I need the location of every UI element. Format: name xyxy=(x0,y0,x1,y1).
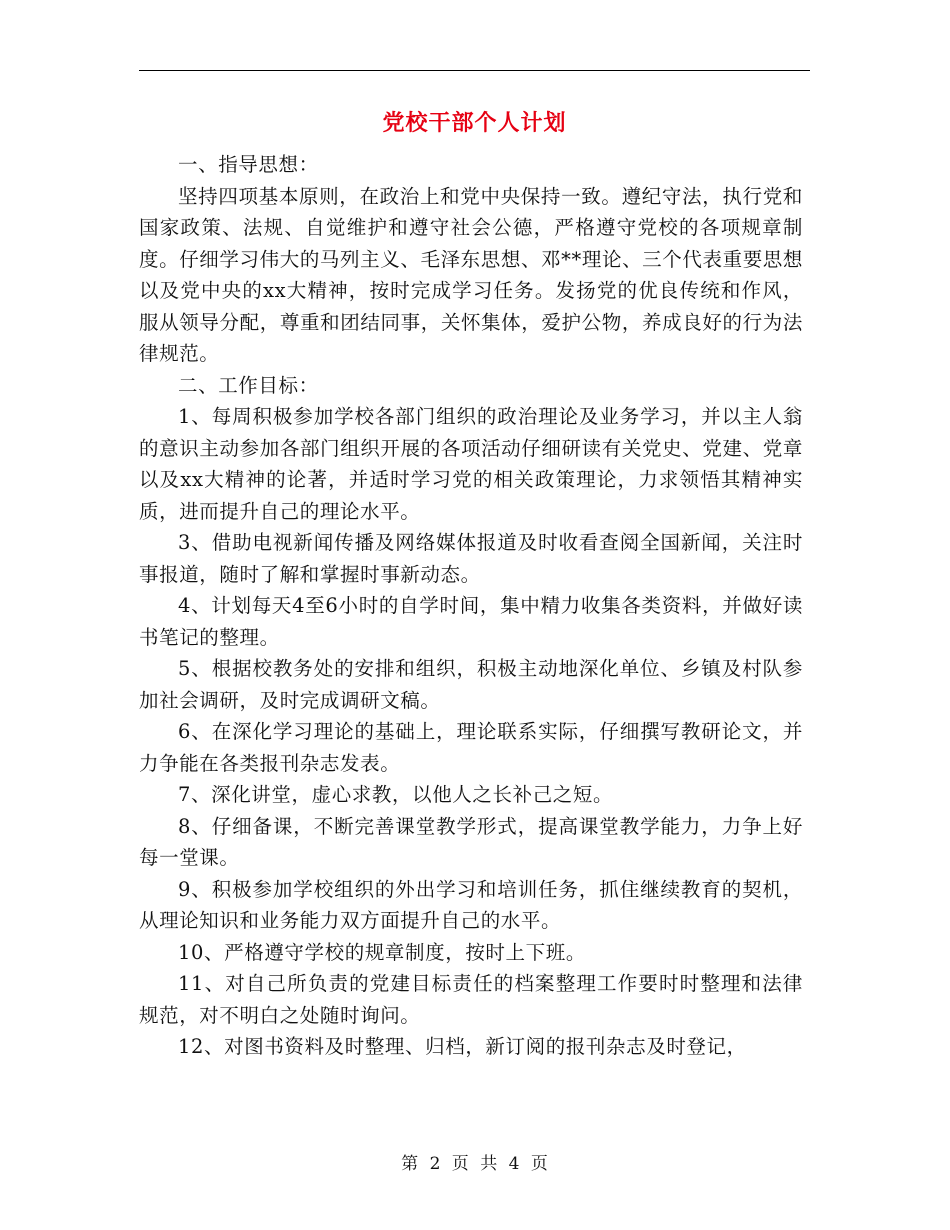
paragraph: 坚持四项基本原则，在政治上和党中央保持一致。遵纪守法，执行党和国家政策、法规、自觉维护和遵守社会公德，严格遵守党校的各项规章制度。仔细学习伟大的马列主义、毛泽东思想、邓**理论、三个代表重要思想以及党中央的xx大精神，按时完成学习任务。发扬党的优良传统和作风，服从领导分配，尊重和团结同事，关怀集体，爱护公物，养成良好的行为法律规范。 xyxy=(139,184,803,365)
list-item: 3、借助电视新闻传播及网络媒体报道及时收看查阅全国新闻，关注时事报道，随时了解和掌握时事新动态。 xyxy=(139,531,803,586)
page-number: 第 2 页 共 4 页 xyxy=(401,1154,549,1174)
list-item: 9、积极参加学校组织的外出学习和培训任务，抓住继续教育的契机，从理论知识和业务能力双方面提升自己的水平。 xyxy=(139,877,803,932)
header-rule xyxy=(139,70,810,71)
document-title: 党校干部个人计划 xyxy=(382,111,567,136)
section-heading-work-goals: 二、工作目标： xyxy=(178,373,319,397)
list-item: 1、每周积极参加学校各部门组织的政治理论及业务学习，并以主人翁的意识主动参加各部门组织开展的各项活动仔细研读有关党史、党建、党章以及xx大精神的论著，并适时学习党的相关政策理论，力求领悟其精神实质，进而提升自己的理论水平。 xyxy=(139,405,803,523)
list-item: 6、在深化学习理论的基础上，理论联系实际，仔细撰写教研论文，并力争能在各类报刊杂志发表。 xyxy=(139,720,803,775)
list-item: 11、对自己所负责的党建目标责任的档案整理工作要时时整理和法律规范，对不明白之处随时询问。 xyxy=(139,972,803,1027)
document-body xyxy=(139,149,803,1063)
list-item: 7、深化讲堂，虚心求教，以他人之长补己之短。 xyxy=(178,783,614,806)
list-item: 4、计划每天4至6小时的自学时间，集中精力收集各类资料，并做好读书笔记的整理。 xyxy=(139,594,803,649)
list-item: 12、对图书资料及时整理、归档，新订阅的报刊杂志及时登记， xyxy=(178,1035,747,1058)
list-item: 8、仔细备课，不断完善课堂教学形式，提高课堂教学能力，力争上好每一堂课。 xyxy=(139,814,803,869)
list-item: 5、根据校教务处的安排和组织，积极主动地深化单位、乡镇及村队参加社会调研，及时完成调研文稿。 xyxy=(139,657,803,712)
list-item: 10、严格遵守学校的规章制度，按时上下班。 xyxy=(178,940,586,964)
section-heading-guiding-thought: 一、指导思想： xyxy=(178,153,319,176)
